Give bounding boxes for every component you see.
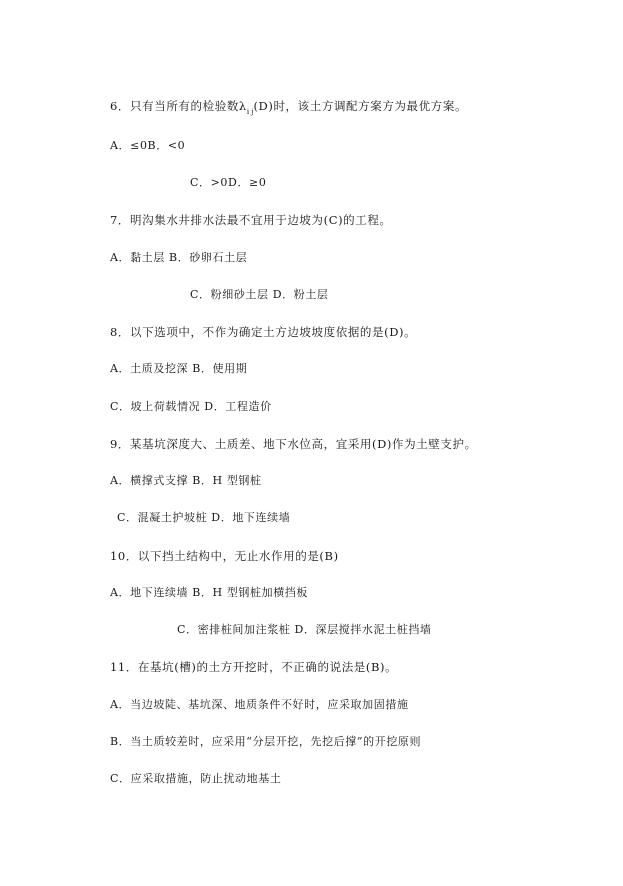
question-11-stem: 11．在基坑(槽)的土方开挖时，不正确的说法是(B)。 bbox=[110, 660, 398, 674]
question-6-stem-before: 6．只有当所有的检验数λ bbox=[110, 99, 247, 113]
question-11-option-b: B．当土质较差时，应采用“分层开挖，先挖后撑”的开挖原则 bbox=[110, 735, 422, 748]
question-6-options-ab: A．≤0B．<0 bbox=[110, 139, 186, 152]
question-7-options-cd: C．粉细砂土层 D．粉土层 bbox=[190, 288, 329, 301]
question-7-options-ab: A．黏土层 B．砂卵石土层 bbox=[110, 251, 248, 264]
question-9-options-ab: A．横撑式支撑 B．H 型钢桩 bbox=[110, 474, 262, 487]
question-8-stem: 8．以下选项中，不作为确定土方边坡坡度依据的是(D)。 bbox=[110, 325, 417, 339]
question-6-stem-after: (D)时，该土方调配方案方为最优方案。 bbox=[253, 99, 468, 113]
question-10-stem: 10．以下挡土结构中，无止水作用的是(B) bbox=[110, 549, 339, 563]
question-9-options-cd: C．混凝土护坡桩 D．地下连续墙 bbox=[117, 511, 291, 524]
question-8-options-ab: A．土质及挖深 B．使用期 bbox=[110, 362, 248, 375]
question-10-options-ab: A．地下连续墙 B．H 型钢桩加横挡板 bbox=[110, 586, 309, 599]
question-11-option-c: C．应采取措施，防止扰动地基土 bbox=[110, 772, 282, 785]
question-7-stem: 7．明沟集水井排水法最不宜用于边坡为(C)的工程。 bbox=[110, 213, 392, 227]
question-11-option-a: A．当边坡陡、基坑深、地质条件不好时，应采取加固措施 bbox=[110, 698, 409, 711]
question-9-stem: 9．某基坑深度大、土质差、地下水位高，宜采用(D)作为土壁支护。 bbox=[110, 437, 477, 451]
question-8-options-cd: C．坡上荷载情况 D．工程造价 bbox=[110, 400, 272, 413]
question-6-options-cd: C．>0D．≥0 bbox=[190, 176, 267, 189]
question-10-options-cd: C．密排桩间加注浆桩 D．深层搅拌水泥土桩挡墙 bbox=[177, 623, 432, 636]
question-6-stem bbox=[110, 99, 467, 115]
question-6-subscript: i j bbox=[246, 108, 254, 116]
